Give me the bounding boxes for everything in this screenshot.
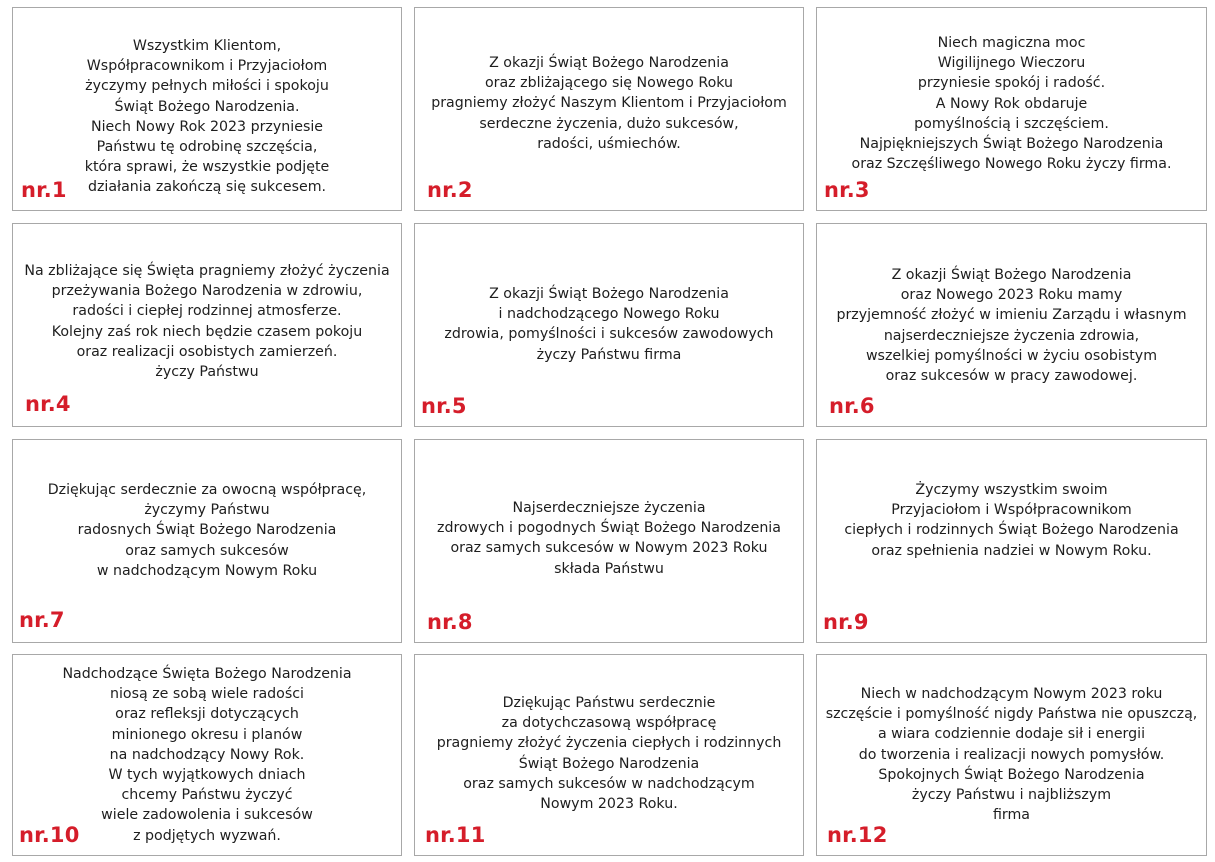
wish-card-text: Z okazji Świąt Bożego Narodzenia i nadchodzącego Nowego Roku zdrowia, pomyślności i sukcesów zawodowych życzy Państwu firma [444, 286, 774, 363]
wish-card-5 [414, 223, 804, 427]
wish-card-12 [816, 654, 1207, 856]
wish-card-text: Z okazji Świąt Bożego Narodzenia oraz zbliżającego się Nowego Roku pragniemy złożyć Naszym Klientom i Przyjaciołom serdeczne życzenia, dużo sukcesów, radości, uśmiechów. [431, 55, 787, 152]
wish-card-8 [414, 439, 804, 643]
wish-card-3 [816, 7, 1207, 211]
wish-card-text: Najserdeczniejsze życzenia zdrowych i pogodnych Świąt Bożego Narodzenia oraz samych sukcesów w Nowym 2023 Roku składa Państwu [437, 500, 781, 577]
wish-card-1 [12, 7, 402, 211]
wish-card-number: nr.6 [829, 394, 875, 418]
wish-card-text: Nadchodzące Święta Bożego Narodzenia niosą ze sobą wiele radości oraz refleksji dotyczących minionego okresu i planów na nadchodzący Nowy Rok. W tych wyjątkowych dniach chcemy Państwu życzyć wiele zadowolenia i sukcesów z podjętych wyzwań. [62, 666, 352, 844]
wish-card-text: Dziękując Państwu serdecznie za dotychczasową współpracę pragniemy złożyć życzenia ciepłych i rodzinnych Świąt Bożego Narodzenia oraz samych sukcesów w nadchodzącym Nowym 2023 Roku. [436, 695, 782, 813]
wish-card-number: nr.11 [425, 823, 486, 847]
wish-card-number: nr.7 [19, 608, 65, 632]
wish-card-number: nr.1 [21, 178, 67, 202]
wish-card-7 [12, 439, 402, 643]
wish-card-text: Na zbliżające się Święta pragniemy złożyć życzenia przeżywania Bożego Narodzenia w zdrowiu, radości i ciepłej rodzinnej atmosferze. Kolejny zaś rok niech będzie czasem pokoju oraz realizacji osobistych zamierzeń. życzy Państwu [24, 263, 390, 381]
wish-card-text: Życzymy wszystkim swoim Przyjaciołom i Współpracownikom ciepłych i rodzinnych Świąt Bożego Narodzenia oraz spełnienia nadziei w Nowym Roku. [844, 482, 1179, 559]
wish-card-number: nr.4 [25, 392, 71, 416]
wish-card-9 [816, 439, 1207, 643]
wish-card-number: nr.12 [827, 823, 888, 847]
wish-card-text: Niech w nadchodzącym Nowym 2023 roku szczęście i pomyślność nigdy Państwa nie opuszczą, a wiara codziennie dodaje sił i energii do tworzenia i realizacji nowych pomysłów. Spokojnych Świąt Bożego Narodzenia życzy Państwu i najbliższym firma [825, 686, 1198, 824]
wish-card-text: Dziękując serdecznie za owocną współpracę, życzymy Państwu radosnych Świąt Bożego Narodzenia oraz samych sukcesów w nadchodzącym Nowym Roku [47, 482, 367, 579]
wish-card-number: nr.3 [824, 178, 870, 202]
wish-card-text: Z okazji Świąt Bożego Narodzenia oraz Nowego 2023 Roku mamy przyjemność złożyć w imieniu Zarządu i własnym najserdeczniejsze życzenia zdrowia, wszelkiej pomyślności w życiu osobistym oraz sukcesów w pracy zawodowej. [836, 267, 1187, 385]
wish-card-2 [414, 7, 804, 211]
wish-card-text: Niech magiczna moc Wigilijnego Wieczoru przyniesie spokój i radość. A Nowy Rok obdaruje pomyślnością i szczęściem. Najpiękniejszych Świąt Bożego Narodzenia oraz Szczęśliwego Nowego Roku życzy firma. [851, 35, 1172, 173]
wish-card-11 [414, 654, 804, 856]
wish-card-number: nr.2 [427, 178, 473, 202]
wish-card-10 [12, 654, 402, 856]
wish-card-number: nr.10 [19, 823, 80, 847]
wish-card-number: nr.5 [421, 394, 467, 418]
wish-card-4 [12, 223, 402, 427]
wish-card-number: nr.8 [427, 610, 473, 634]
wish-card-text: Wszystkim Klientom, Współpracownikom i Przyjaciołom życzymy pełnych miłości i spokoju Świąt Bożego Narodzenia. Niech Nowy Rok 2023 przyniesie Państwu tę odrobinę szczęścia, która sprawi, że wszystkie podjęte działania zakończą się sukcesem. [84, 38, 330, 196]
wish-card-number: nr.9 [823, 610, 869, 634]
wish-card-6 [816, 223, 1207, 427]
